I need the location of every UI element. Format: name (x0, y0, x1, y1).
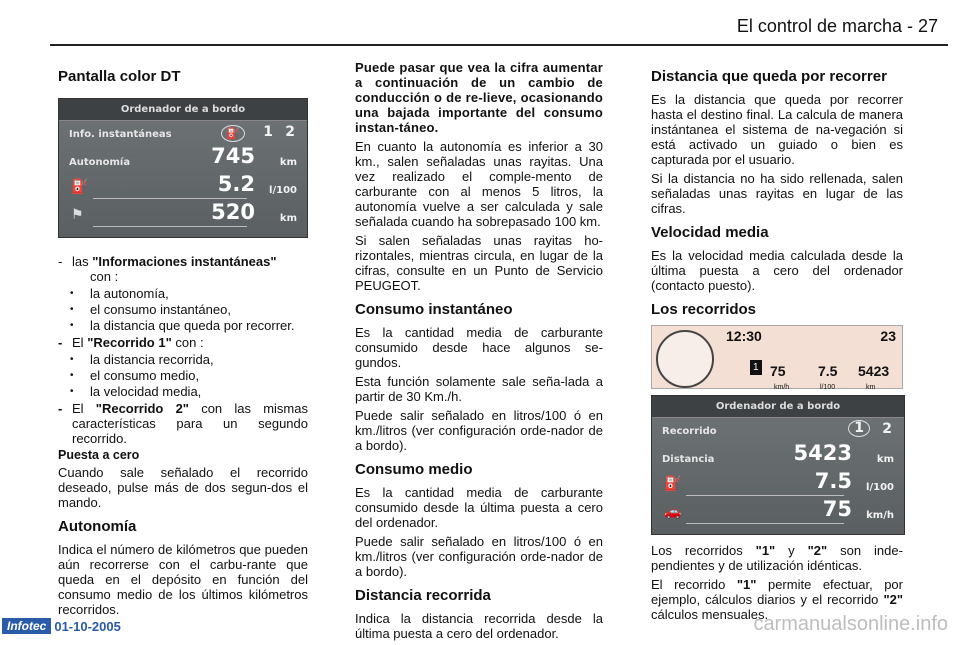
section-title-velocidad-media: Velocidad media (651, 224, 769, 241)
screen-unit: km (876, 454, 894, 465)
screen-divider (93, 198, 247, 199)
trip-unit: km (866, 384, 876, 391)
reset-text: Cuando sale señalado el recorrido deseado, pulse más de dos segun-dos el mando. (58, 465, 308, 510)
paragraph: Si la distancia no ha sido rellenada, salen señaladas unas rayitas en lugar de las cifras. (651, 171, 903, 216)
trip-indicator: 1 (750, 360, 762, 375)
trip-value: 5423 (858, 363, 890, 379)
footer (2, 618, 121, 634)
section-title-distancia-queda: Distancia que queda por recorrer (651, 68, 887, 85)
trip-value: 7.5 (818, 363, 838, 379)
trip-unit: km/h (774, 384, 790, 391)
watermark: carmanualsonline.info (753, 613, 948, 635)
screen-unit: km (279, 213, 297, 224)
screen-value: 5423 (793, 441, 852, 465)
paragraph: Es la cantidad media de carburante consumido desde hace algunos se-gundos. (355, 325, 603, 370)
trip-unit: l/100 (820, 384, 836, 391)
screen-row-label: Distancia (662, 454, 715, 465)
screen-row-distance (652, 441, 904, 472)
clock-icon (656, 330, 714, 388)
info-list (58, 286, 308, 333)
screen-header: Ordenador de a bordo (59, 99, 307, 121)
fuel-gauge-icon: ⛽ (221, 125, 245, 142)
paragraph: Puede salir señalado en litros/100 ó en km./litros (ver configuración orde-nador de a bordo). (355, 408, 603, 453)
paragraph: Es la velocidad media calculada desde la última puesta a cero del ordenador (contacto puesto). (651, 248, 903, 293)
screen-value: 745 (211, 144, 255, 168)
list-item: - El "Recorrido 1" con : (58, 335, 204, 350)
screen-row-speed (652, 497, 904, 528)
fuel-pump-icon: ⛽ (71, 179, 89, 195)
section-title-recorridos: Los recorridos (651, 301, 757, 318)
trip-display-bar (651, 325, 903, 389)
column-3 (651, 60, 903, 626)
clock-time: 12:30 (726, 328, 762, 344)
infotec-logo: Infotec (2, 618, 51, 634)
section-title-autonomia: Autonomía (58, 518, 137, 535)
header-rule (50, 44, 948, 46)
paragraph: El recorrido "1" permite efectuar, por ejemplo, cálculos diarios y el recorrido "2" cálculos mensuales. (651, 577, 903, 622)
section-title-distancia-recorrida: Distancia recorrida (355, 587, 491, 604)
screen-value: 5.2 (217, 172, 255, 196)
section-title-pantalla: Pantalla color DT (58, 68, 181, 85)
checkered-flag-icon: ⚑ (71, 207, 84, 223)
trip-computer-screen-2 (651, 395, 905, 535)
screen-row-trip (652, 416, 904, 444)
list-item: - las "Informaciones instantáneas" con : (58, 254, 277, 284)
page-title: El control de marcha - 27 (736, 16, 938, 36)
column-2 (355, 60, 603, 645)
reset-title: Puesta a cero (58, 448, 140, 462)
screen-row-info (59, 119, 307, 147)
paragraph: Esta función solamente sale seña-lada a partir de 30 Km./h. (355, 374, 603, 404)
screen-row-distance (59, 200, 307, 231)
warning-paragraph: Puede pasar que vea la cifra aumentar a continuación de un cambio de conducción o de re-lieve, ocasionando una bajada importante del consumo instan-táneo. (355, 60, 603, 135)
section-title-consumo-medio: Consumo medio (355, 461, 473, 478)
screen-row-consumption (59, 172, 307, 203)
trip-number-2: 2 (285, 124, 295, 140)
fuel-pump-icon: ⛽ (664, 476, 682, 492)
paragraph: Puede salir señalado en litros/100 ó en km./litros (ver configuración orde-nador de a bordo). (355, 534, 603, 579)
paragraph: Indica la distancia recorrida desde la última puesta a cero del ordenador. (355, 611, 603, 641)
screen-unit: km (279, 157, 297, 168)
trip1-list (58, 352, 308, 399)
footer-date: 01-10-2005 (54, 618, 121, 634)
car-icon: 🚗 (664, 504, 682, 520)
screen-unit: km/h (866, 510, 894, 521)
trip-number-1: 1 (848, 420, 870, 437)
screen-row-autonomy (59, 144, 307, 175)
list-item: - El "Recorrido 2" con las mismas características para un segundo recorrido. (58, 401, 308, 446)
screen-divider (686, 523, 844, 524)
trip-number-1: 1 (263, 124, 273, 140)
list-item: • la distancia que queda por recorrer. (58, 318, 308, 333)
screen-row-consumption (652, 469, 904, 500)
screen-value: 520 (211, 200, 255, 224)
screen-value: 7.5 (814, 469, 852, 493)
trip-value: 75 (770, 363, 786, 379)
screen-row-label: Recorrido (662, 426, 717, 437)
autonomy-text: Indica el número de kilómetros que pueden aún recorrerse con el carbu-rante que queda en el depósito en función del consumo medio de los últimos kilómetros recorridos. (58, 542, 308, 617)
paragraph: Si salen señaladas unas rayitas ho-rizontales, mientras circula, en lugar de la cifras, consulte en un Punto de Servicio PEUGEOT. (355, 233, 603, 293)
list-item: • la autonomía, (58, 286, 308, 301)
list-item: • la velocidad media, (58, 384, 308, 399)
section-title-consumo-instantaneo: Consumo instantáneo (355, 301, 513, 318)
trip-computer-screen (58, 98, 308, 238)
list-item: • la distancia recorrida, (58, 352, 308, 367)
list-item: • el consumo instantáneo, (58, 302, 308, 317)
screen-unit: l/100 (269, 185, 297, 196)
paragraph: Es la distancia que queda por recorrer hasta el destino final. La calcula de manera instántanea el sistema de na-vegación si está activado un guiado o bien es capturada por el usuario. (651, 92, 903, 167)
screen-row-label: Info. instantáneas (69, 129, 172, 140)
list-item: • el consumo medio, (58, 368, 308, 383)
column-1 (58, 60, 308, 621)
paragraph: En cuanto la autonomía es inferior a 30 km., salen señaladas unas rayitas. Una vez realizado el comple-mento de carburante con al menos 5 litros, la autonomía vuelve a ser calculada y sale señalada cuando ha sobrepasado 100 km. (355, 139, 603, 229)
screen-header: Ordenador de a bordo (652, 396, 904, 418)
temperature: 23 (880, 328, 896, 344)
paragraph: Los recorridos "1" y "2" son inde-pendientes y de utilización idénticas. (651, 543, 903, 573)
paragraph: Es la cantidad media de carburante consumido desde la última puesta a cero del ordenador. (355, 485, 603, 530)
screen-unit: l/100 (866, 482, 894, 493)
screen-divider (686, 495, 844, 496)
screen-value: 75 (822, 497, 852, 521)
screen-row-label: Autonomía (69, 157, 131, 168)
trip-number-2: 2 (882, 421, 892, 437)
screen-divider (93, 226, 247, 227)
